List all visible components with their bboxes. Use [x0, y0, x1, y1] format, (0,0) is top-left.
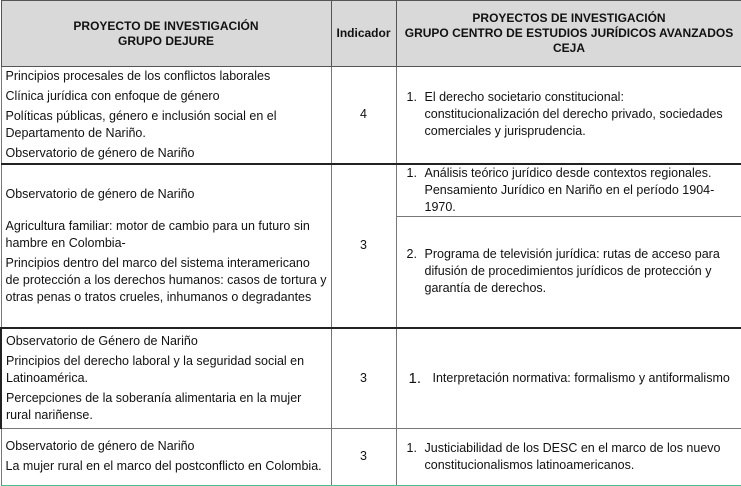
item-number: 2.: [406, 247, 417, 262]
dejure-cell: [1, 67, 331, 164]
item-number: 1.: [406, 165, 417, 180]
header-dejure: [1, 1, 331, 67]
ceja-cell: [396, 428, 741, 485]
item-number: 1.: [406, 90, 417, 105]
dejure-cell: [1, 328, 331, 428]
list-item: Observatorio de género de Nariño: [5, 145, 195, 160]
header-row: [1, 1, 741, 67]
indicador-cell: 4: [331, 67, 396, 164]
indicador-cell: 3: [331, 328, 396, 428]
ceja-cell: [396, 328, 741, 428]
list-item: [401, 89, 738, 140]
header-ceja: [396, 1, 741, 67]
list-item: [401, 246, 738, 297]
list-item: Observatorio de género de Nariño: [5, 439, 195, 453]
list-item: [401, 165, 738, 216]
ceja-cell: [396, 164, 741, 217]
list-item: [401, 440, 738, 474]
list-item: Principios del derecho laboral y la seguridad social en Latinoamérica.: [6, 353, 305, 385]
header-dejure-line2: GRUPO DEJURE: [117, 33, 215, 48]
table-row: [1, 328, 741, 428]
dejure-cell: [1, 164, 331, 329]
list-item: Observatorio de género de Nariño: [5, 186, 195, 201]
header-ceja-line1: PROYECTOS DE INVESTIGACIÓN: [472, 11, 666, 25]
list-item: Principios dentro del marco del sistema interamericano de protección a los derechos humanos: casos de tortura y otras penas o tratos crueles, inhumanos o degradantes: [5, 255, 327, 304]
header-ceja-line3: CEJA: [552, 41, 585, 55]
item-number: 1.: [408, 369, 422, 387]
ceja-cell: [396, 67, 741, 164]
header-ceja-line2: GRUPO CENTRO DE ESTUDIOS JURÍDICOS AVANZADOS: [404, 26, 734, 40]
header-indicador: Indicador: [331, 1, 396, 67]
item-text: Justiciabilidad de los DESC en el marco de los nuevo constitucionalismos latinoamericanos.: [424, 440, 721, 472]
list-item: Principios procesales de los conflictos laborales: [5, 68, 271, 83]
list-item: Observatorio de Género de Nariño: [6, 333, 198, 348]
ceja-cell: [396, 216, 741, 328]
item-text: Programa de televisión jurídica: rutas de acceso para difusión de procedimientos jurídicos de protección y garantía de derechos.: [424, 247, 720, 296]
table-row: [1, 164, 741, 217]
list-item: Clínica jurídica con enfoque de género: [5, 88, 220, 103]
list-item: Percepciones de la soberanía alimentaria en la mujer rural nariñense.: [6, 390, 302, 422]
indicador-cell: 3: [331, 428, 396, 485]
indicador-cell: 3: [331, 164, 396, 329]
item-text: El derecho societario constitucional: constitucionalización del derecho privado, sociedades comerciales y jurisprudencia.: [424, 90, 723, 139]
item-number: 1.: [406, 440, 417, 455]
list-item: [401, 370, 738, 387]
table-row: [1, 67, 741, 164]
table-row: [1, 428, 741, 485]
item-text: Análisis teórico jurídico desde contextos regionales. Pensamiento Jurídico en Nariño en el período 1904-1970.: [424, 165, 715, 214]
list-item: La mujer rural en el marco del postconflicto en Colombia.: [5, 459, 322, 473]
list-item: Políticas públicas, género e inclusión social en el Departamento de Nariño.: [5, 108, 277, 140]
list-item: Agricultura familiar: motor de cambio para un futuro sin hambre en Colombia-: [5, 218, 310, 250]
header-dejure-line1: PROYECTO DE INVESTIGACIÓN: [73, 18, 259, 33]
dejure-cell: [1, 428, 331, 485]
item-text: Interpretación normativa: formalismo y antiformalismo: [432, 370, 730, 385]
